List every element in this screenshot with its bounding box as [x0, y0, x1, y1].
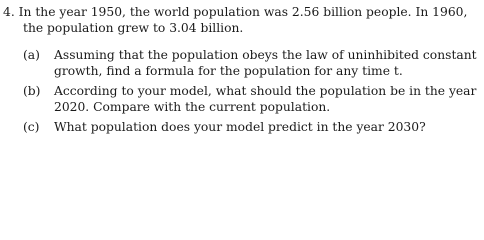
- problem-stem-text-1: In the year 1950, the world population was 2.56 billion people. In 1960,: [18, 5, 468, 19]
- problem-number: 4.: [3, 5, 15, 19]
- part-b-tag: (b): [23, 84, 41, 98]
- problem-stem-line-2: the population grew to 3.04 billion.: [23, 21, 244, 35]
- part-b-line-1: According to your model, what should the population be in the year: [54, 84, 477, 98]
- part-c: [3, 120, 481, 136]
- problem-stem-line-1: [3, 4, 481, 20]
- part-a-line-2: growth, find a formula for the population for any time t.: [54, 63, 403, 78]
- part-a-tag: (a): [23, 48, 40, 62]
- part-c-tag: (c): [23, 120, 40, 134]
- part-b-line-2: 2020. Compare with the current population.: [54, 99, 331, 114]
- problem-parts: [3, 48, 481, 136]
- problem-4: [3, 4, 481, 141]
- part-a: [3, 48, 481, 79]
- part-b: [3, 84, 481, 115]
- part-a-line-1: Assuming that the population obeys the law of uninhibited constant: [54, 48, 477, 62]
- part-c-line-1: What population does your model predict in the year 2030?: [54, 120, 426, 134]
